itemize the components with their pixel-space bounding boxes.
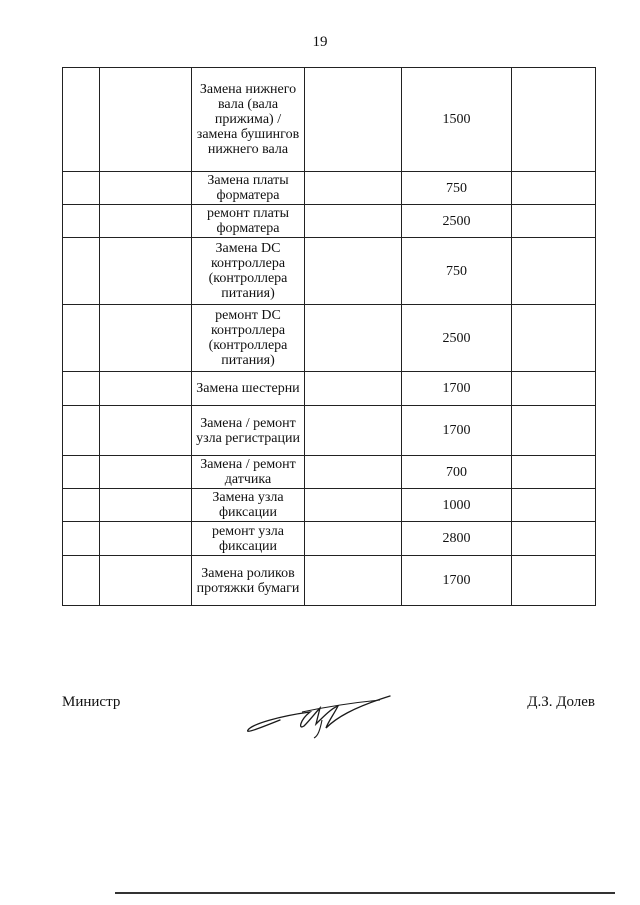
- price-cell: 2500: [402, 305, 512, 372]
- empty-cell: [512, 172, 596, 205]
- table-row: [63, 456, 596, 489]
- service-cell: Замена шестерни: [192, 372, 305, 406]
- service-cell: Замена платы форматера: [192, 172, 305, 205]
- handwritten-signature: [240, 690, 400, 742]
- empty-cell: [63, 205, 100, 238]
- empty-cell: [63, 456, 100, 489]
- empty-cell: [63, 489, 100, 522]
- page-number: 19: [312, 34, 328, 50]
- empty-cell: [305, 522, 402, 556]
- empty-cell: [100, 205, 192, 238]
- minister-label: Министр: [62, 694, 121, 710]
- empty-cell: [63, 305, 100, 372]
- empty-cell: [512, 238, 596, 305]
- empty-cell: [512, 372, 596, 406]
- empty-cell: [100, 372, 192, 406]
- empty-cell: [512, 205, 596, 238]
- empty-cell: [305, 238, 402, 305]
- empty-cell: [63, 172, 100, 205]
- empty-cell: [63, 406, 100, 456]
- price-cell: 1700: [402, 372, 512, 406]
- empty-cell: [63, 68, 100, 172]
- empty-cell: [512, 406, 596, 456]
- price-cell: 2500: [402, 205, 512, 238]
- table-row: [63, 305, 596, 372]
- empty-cell: [512, 556, 596, 606]
- empty-cell: [512, 68, 596, 172]
- price-table: [62, 67, 596, 606]
- table-row: [63, 489, 596, 522]
- empty-cell: [100, 406, 192, 456]
- service-cell: Замена узла фиксации: [192, 489, 305, 522]
- table-row: [63, 522, 596, 556]
- empty-cell: [512, 489, 596, 522]
- empty-cell: [100, 522, 192, 556]
- empty-cell: [63, 556, 100, 606]
- price-cell: 1000: [402, 489, 512, 522]
- service-cell: ремонт узла фиксации: [192, 522, 305, 556]
- empty-cell: [100, 305, 192, 372]
- empty-cell: [305, 305, 402, 372]
- bottom-rule: [115, 892, 615, 894]
- empty-cell: [100, 456, 192, 489]
- price-cell: 750: [402, 172, 512, 205]
- empty-cell: [305, 372, 402, 406]
- empty-cell: [512, 522, 596, 556]
- table-row: [63, 238, 596, 305]
- service-cell: Замена роликов протяжки бумаги: [192, 556, 305, 606]
- signature-block: [62, 690, 595, 750]
- service-cell: ремонт платы форматера: [192, 205, 305, 238]
- empty-cell: [305, 489, 402, 522]
- service-cell: Замена / ремонт датчика: [192, 456, 305, 489]
- empty-cell: [100, 489, 192, 522]
- empty-cell: [100, 238, 192, 305]
- empty-cell: [305, 556, 402, 606]
- service-cell: Замена нижнего вала (вала прижима) / замена бушингов нижнего вала: [192, 68, 305, 172]
- empty-cell: [100, 172, 192, 205]
- price-cell: 1700: [402, 556, 512, 606]
- price-cell: 1700: [402, 406, 512, 456]
- empty-cell: [305, 172, 402, 205]
- service-cell: Замена DC контроллера (контроллера питания): [192, 238, 305, 305]
- empty-cell: [305, 205, 402, 238]
- empty-cell: [305, 456, 402, 489]
- empty-cell: [63, 372, 100, 406]
- empty-cell: [305, 406, 402, 456]
- table-row: [63, 406, 596, 456]
- service-cell: Замена / ремонт узла регистрации: [192, 406, 305, 456]
- table-row: [63, 68, 596, 172]
- empty-cell: [63, 238, 100, 305]
- price-cell: 750: [402, 238, 512, 305]
- empty-cell: [100, 68, 192, 172]
- price-cell: 700: [402, 456, 512, 489]
- price-cell: 2800: [402, 522, 512, 556]
- signer-name: Д.З. Долев: [527, 694, 595, 710]
- empty-cell: [512, 305, 596, 372]
- table-row: [63, 172, 596, 205]
- service-cell: ремонт DC контроллера (контроллера питания): [192, 305, 305, 372]
- table-row: [63, 556, 596, 606]
- empty-cell: [63, 522, 100, 556]
- table-row: [63, 372, 596, 406]
- empty-cell: [512, 456, 596, 489]
- price-cell: 1500: [402, 68, 512, 172]
- empty-cell: [305, 68, 402, 172]
- table-row: [63, 205, 596, 238]
- empty-cell: [100, 556, 192, 606]
